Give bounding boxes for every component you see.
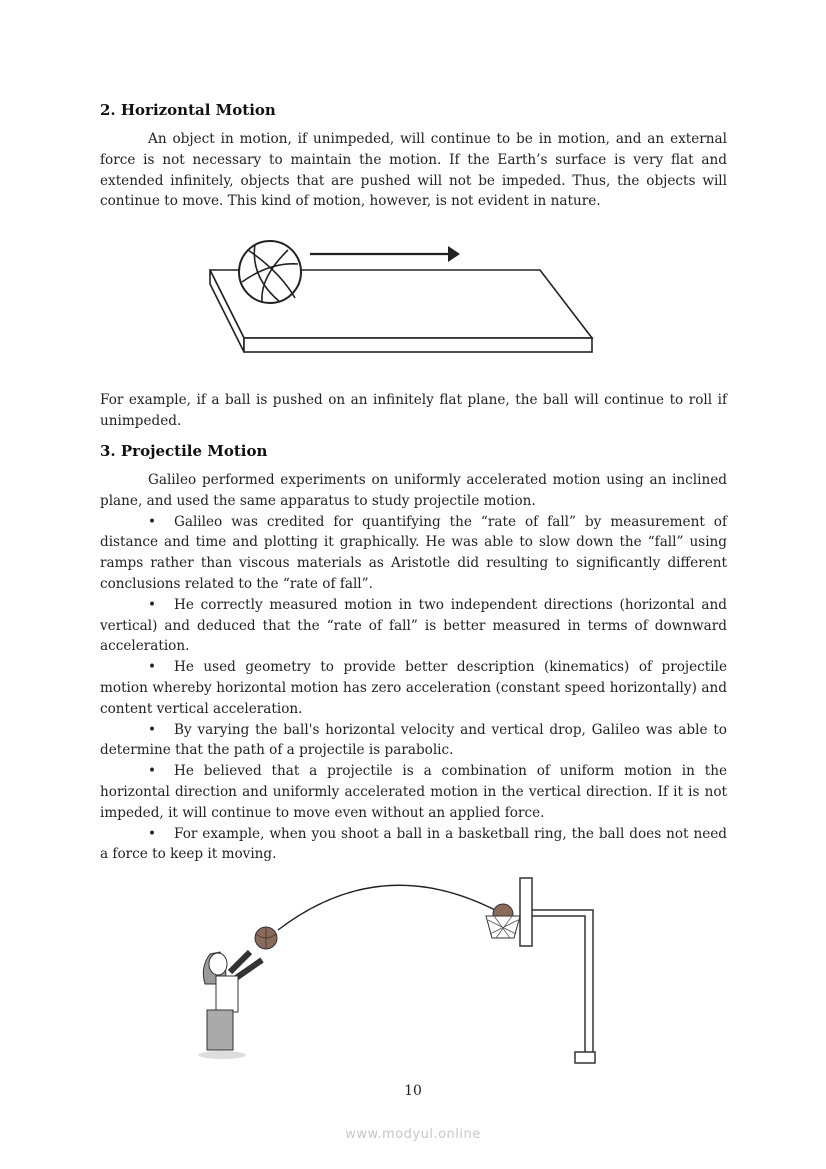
section-heading: 3. Projectile Motion [100,442,268,460]
example-block [100,390,727,432]
paragraph: Galileo performed experiments on uniformly accelerated motion using an inclined plane, and used the same apparatus to study projectile motion. [100,472,727,509]
bullet-icon: • [148,659,157,676]
paragraph: An object in motion, if unimpeded, will continue to be in motion, and an external force is not necessary to maintain the motion. If the Earth’s surface is very flat and extended infinitely, objects that are pushed will not be impeded. Thus, the objects will continue to move. This kind of motion, however, is not evident in nature. [100,131,727,210]
basketball-icon [239,241,301,303]
bullet-item: • By varying the ball's horizontal velocity and vertical drop, Galileo was able to determine that the path of a projectile is parabolic. [100,721,727,759]
page-number: 10 [404,1083,422,1099]
bullet-item: • He correctly measured motion in two independent directions (horizontal and vertical) and deduced that the “rate of fall” is better measured in terms of downward acceleration. [100,596,727,655]
section-horizontal-motion [100,101,727,212]
section-projectile-motion [100,442,727,865]
basketball-hoop-icon [486,878,595,1063]
basketball-shot-illustration [190,872,610,1067]
arrow-right-icon [310,246,460,262]
bullet-item: • For example, when you shoot a ball in a basketball ring, the ball does not need a force to keep it moving. [100,825,727,863]
paragraph: For example, if a ball is pushed on an infinitely flat plane, the ball will continue to roll if unimpeded. [100,392,727,429]
section-heading: 2. Horizontal Motion [100,101,276,119]
bullet-icon: • [148,763,157,780]
bullet-icon: • [148,596,157,613]
watermark: www.modyul.online [345,1127,481,1142]
bullet-icon: • [148,721,157,738]
bullet-icon: • [148,825,157,842]
person-shooting-icon [198,952,262,1059]
bullet-item: • Galileo was credited for quantifying the “rate of fall” by measurement of distance and time and plotting it graphically. He was able to slow down the “fall” using ramps rather than viscous materials as Aristotle did resulting to significantly different conclusions related to the “rate of fall”. [100,513,727,592]
trajectory-path [278,885,495,930]
ball-on-plane-illustration [200,232,600,362]
basketball-icon [255,927,277,949]
bullet-item: • He used geometry to provide better description (kinematics) of projectile motion whereby horizontal motion has zero acceleration (constant speed horizontally) and content vertical acceleration. [100,659,727,717]
bullet-icon: • [148,513,157,530]
bullet-item: • He believed that a projectile is a combination of uniform motion in the horizontal direction and uniformly accelerated motion in the vertical direction. If it is not impeded, it will continue to move even without an applied force. [100,763,727,821]
